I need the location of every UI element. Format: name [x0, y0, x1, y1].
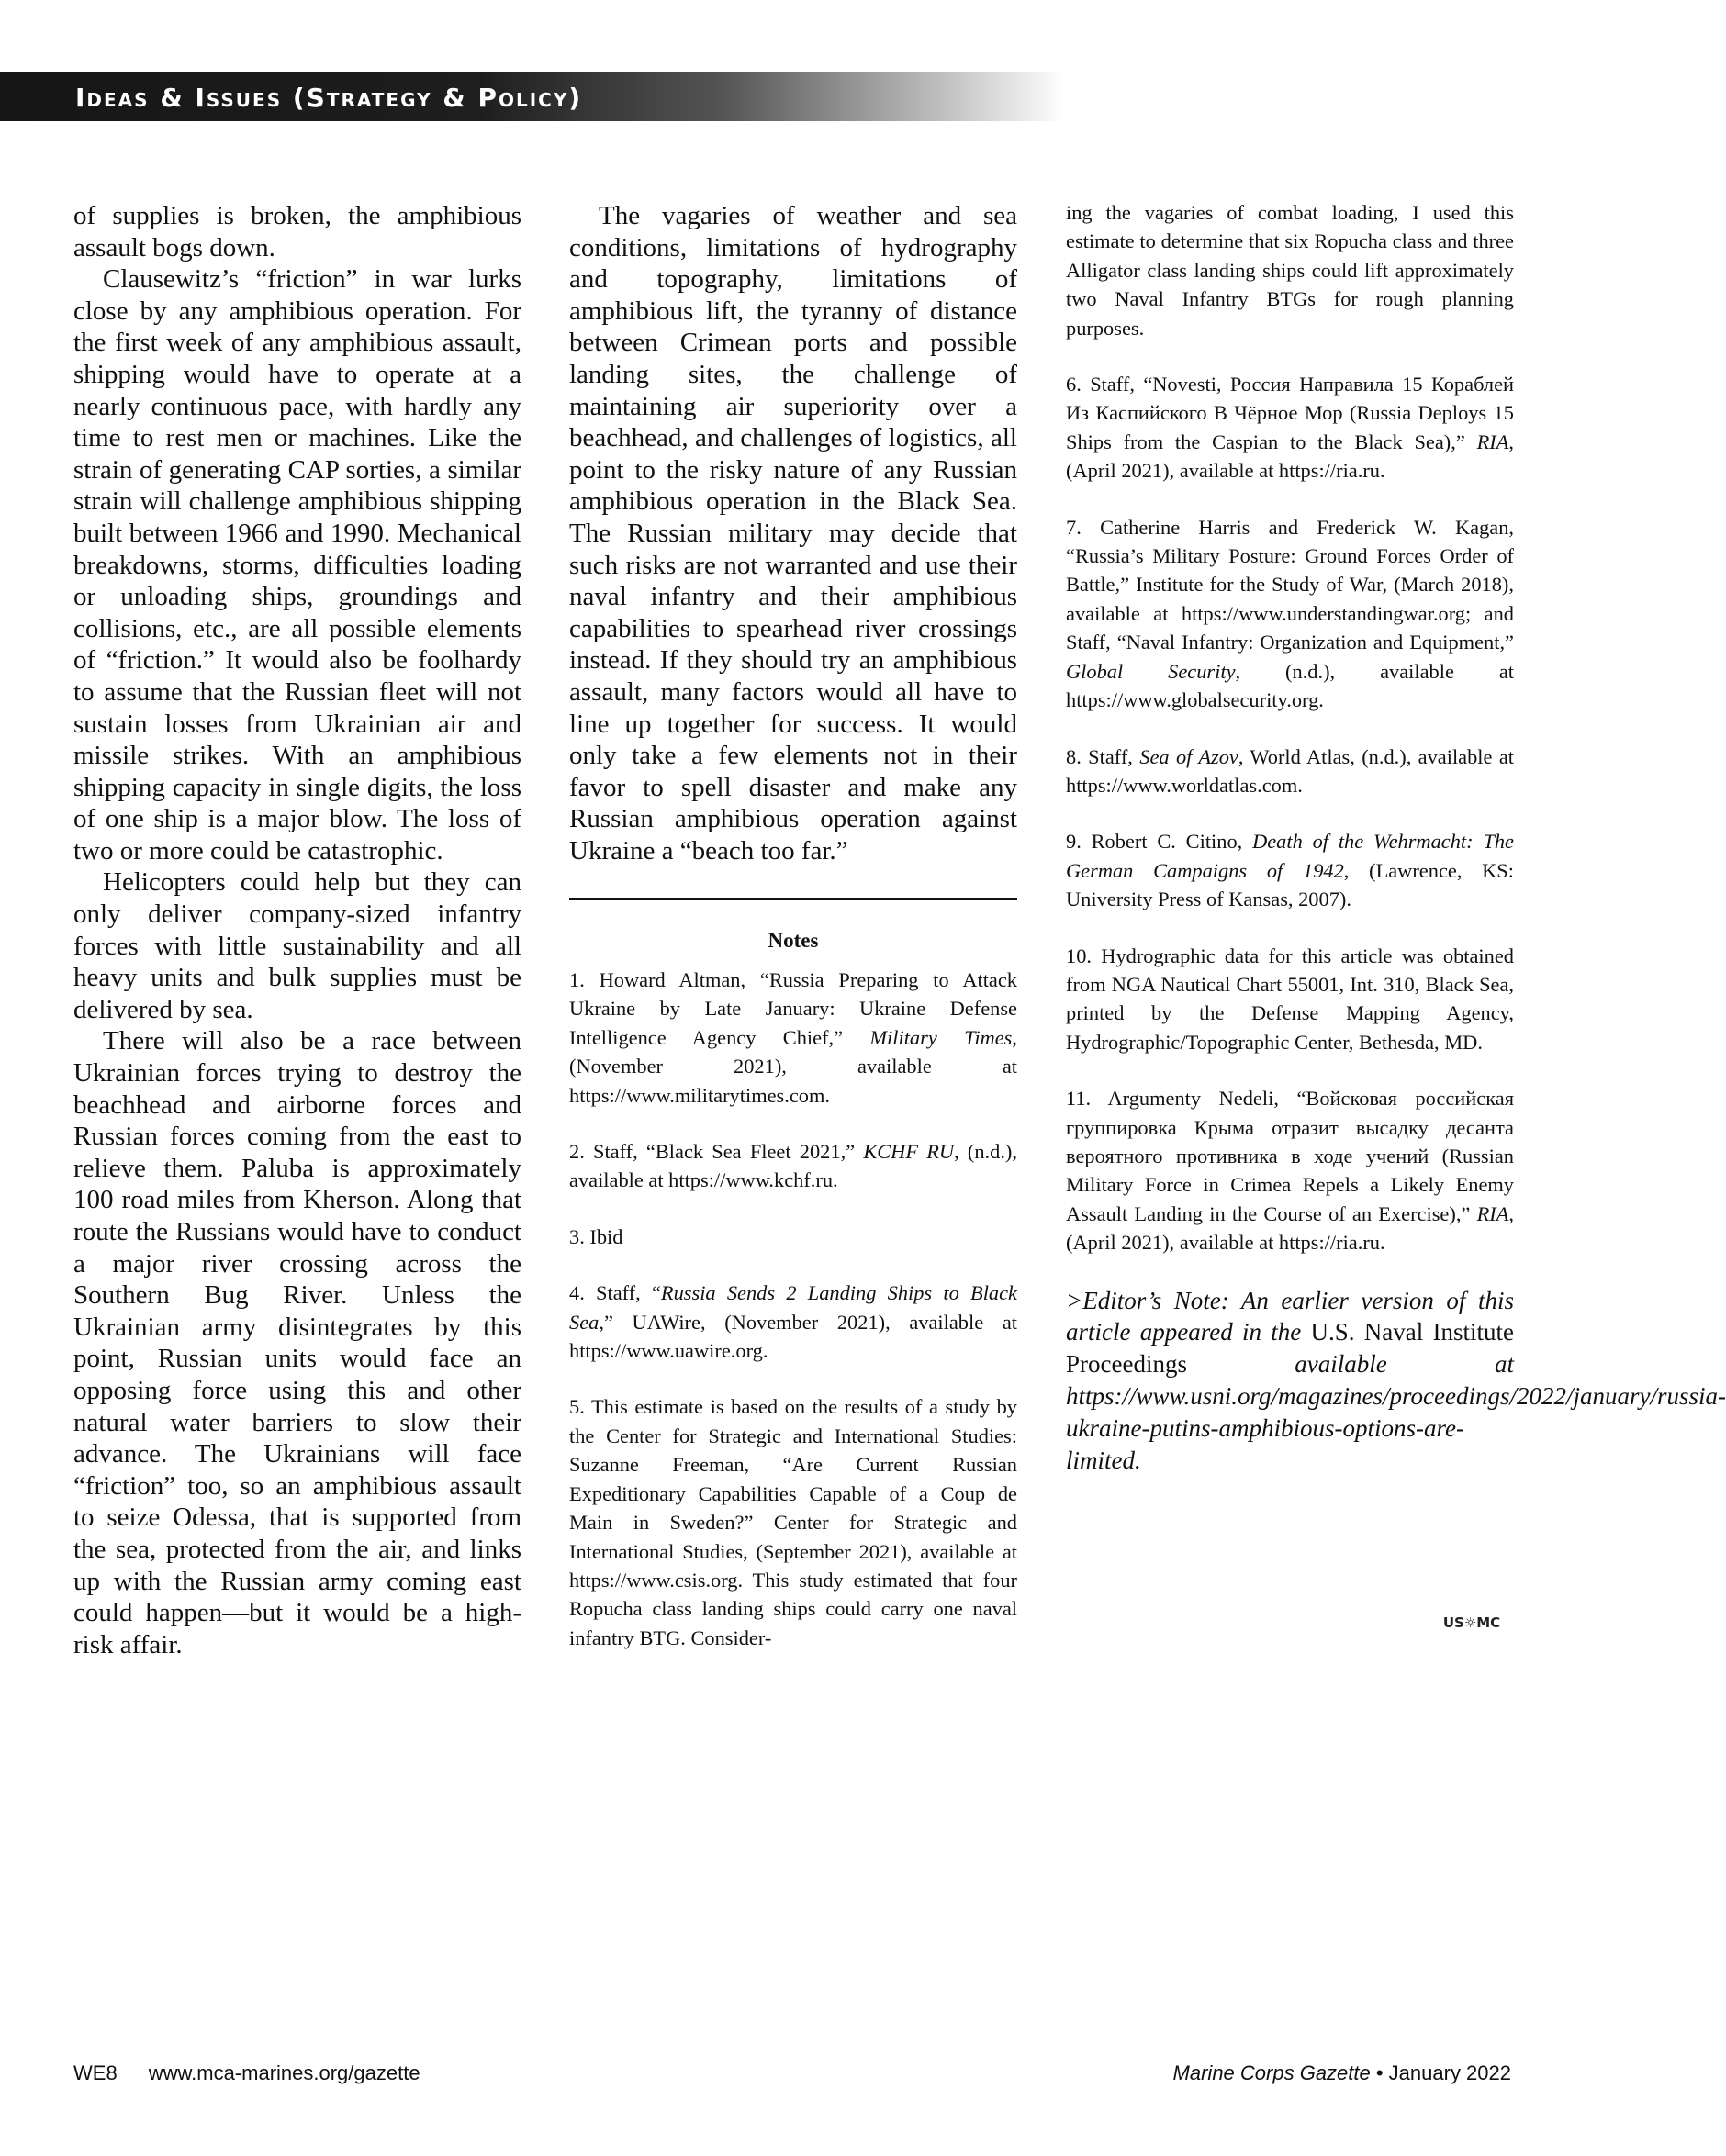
footer-left [73, 2061, 420, 2085]
note-10: 10. Hydrographic data for this article was obtained from NGA Nautical Chart 55001, Int. 310, Black Sea, printed by the Defense Mapping Agency, Hydrographic/Topographic Center, Bethesda, MD. [1066, 944, 1514, 1054]
issue-date: • January 2022 [1370, 2061, 1511, 2084]
usmc-end-logo-icon: US☼MC [1442, 1614, 1501, 1631]
note-1: 1. Howard Altman, “Russia Preparing to Attack Ukraine by Late January: Ukraine Defense Intelligence Agency Chief,” Military Times, (November 2021), available at https://www.militarytimes.com. [569, 968, 1017, 1107]
footer-url: www.mca-marines.org/gazette [148, 2061, 420, 2084]
note-3: 3. Ibid [569, 1224, 623, 1248]
notes-column-2 [569, 966, 1017, 1680]
paragraph: of supplies is broken, the amphibious assault bogs down. [73, 201, 521, 263]
note-2: 2. Staff, “Black Sea Fleet 2021,” KCHF RU, (n.d.), available at https://www.kchf.ru. [569, 1140, 1017, 1192]
paragraph: The vagaries of weather and sea conditions, limitations of hydrography and topography, limitations of amphibious lift, the tyranny of distance between Crimean ports and possible landing sites, the challenge of maintaining air superiority over a beachhead, and challenges of logistics, all point to the risky nature of any Russian amphibious operation in the Black Sea. The Russian military may decide that such risks are not warranted and use their naval infantry and their amphibious capabilities to spearhead river crossings instead. If they should try an amphibious assault, many factors would all have to line up together for success. It would only take a few elements not in their favor to spell disaster and make any Russian amphibious operation against Ukraine a “beach too far.” [569, 201, 1017, 866]
note-5-continued: ing the vagaries of combat loading, I used this estimate to determine that six Ropucha class and three Alligator class landing ships could lift approximately two Naval Infantry BTGs for rough planning purposes. [1066, 201, 1514, 340]
column-1 [73, 200, 521, 1660]
note-11: 11. Argumenty Nedeli, “Войсковая российская группировка Крыма отразит высадку десанта вероятного противника в ходе учений (Russian Military Force in Crimea Repels a Likely Enemy Assault Landing in the Course of an Exercise),” RIA, (April 2021), available at https://ria.ru. [1066, 1087, 1514, 1255]
column-2-body [569, 200, 1017, 866]
column-3 [1066, 198, 1726, 1476]
note-6: 6. Staff, “Novesti, Россия Направила 15 Кораблей Из Каспийского В Чёрное Мор (Russia Deploys 15 Ships from the Caspian to the Black Sea),” RIA, (April 2021), available at https://ria.ru. [1066, 373, 1514, 483]
note-4: 4. Staff, “Russia Sends 2 Landing Ships to Black Sea,” UAWire, (November 2021), available at https://www.uawire.org. [569, 1281, 1017, 1363]
paragraph: Clausewitz’s “friction” in war lurks close by any amphibious operation. For the first week of any amphibious assault, shipping would have to operate at a nearly continuous pace, with hardly any time to rest men or machines. Like the strain of generating CAP sorties, a similar strain will challenge amphibious shipping built between 1966 and 1990. Mechanical breakdowns, storms, difficulties loading or unloading ships, groundings and collisions, etc., are all possible elements of “friction.” It would also be foolhardy to assume that the Russian fleet will not sustain losses from Ukrainian air and missile strikes. With an amphibious shipping capacity in single digits, the loss of one ship is a major blow. The loss of two or more could be catastrophic. [73, 264, 521, 866]
note-9: 9. Robert C. Citino, Death of the Wehrmacht: The German Campaigns of 1942, (Lawrence, KS: University Press of Kansas, 2007). [1066, 830, 1514, 911]
section-title: Ideas & Issues (Strategy & Policy) [75, 83, 583, 113]
notes-divider [569, 898, 1017, 900]
note-5: 5. This estimate is based on the results of a study by the Center for Strategic and International Studies: Suzanne Freeman, “Are Current Russian Expeditionary Capabilities Capable of a Coup de Main in Sweden?” Center for Strategic and International Studies, (September 2021), available at https://www.csis.org. This study estimated that four Ropucha class landing ships could carry one naval infantry BTG. Consider- [569, 1395, 1017, 1649]
paragraph: Helicopters could help but they can only deliver company-sized infantry forces with little sustainability and all heavy units and bulk supplies must be delivered by sea. [73, 867, 521, 1024]
note-7: 7. Catherine Harris and Frederick W. Kagan, “Russia’s Military Posture: Ground Forces Order of Battle,” Institute for the Study of War, (March 2018), available at https://www.understandingwar.org; and Staff, “Naval Infantry: Organization and Equipment,” Global Security, (n.d.), available at https://www.globalsecurity.org. [1066, 515, 1515, 712]
note-8: 8. Staff, Sea of Azov, World Atlas, (n.d.), available at https://www.worldatlas.com. [1066, 744, 1514, 797]
footer-right [1173, 2061, 1511, 2085]
notes-heading: Notes [768, 929, 819, 952]
page-number: WE8 [73, 2061, 118, 2084]
magazine-name: Marine Corps Gazette [1172, 2061, 1371, 2084]
paragraph: There will also be a race between Ukrainian forces trying to destroy the beachhead and airborne forces and Russian forces coming from the east to relieve them. Paluba is approximately 100 road miles from Kherson. Along that route the Russians would have to conduct a major river crossing across the Southern Bug River. Unless the Ukrainian army disintegrates by this point, Russian units would face an opposing force using this and other natural water barriers to slow their advance. The Ukrainians will face “friction” too, so an amphibious assault to seize Odessa, that is supported from the sea, protected from the air, and links up with the Russian army coming east could happen—but it would be a high-risk affair. [73, 1026, 521, 1659]
editors-note: >Editor’s Note: An earlier version of this article appeared in the U.S. Naval Institute Proceedings available at https://www.usni.org/magazines/proceedings/2022/january/russia-ukraine-putins-amphibious-options-are-limited. [1066, 1286, 1726, 1474]
